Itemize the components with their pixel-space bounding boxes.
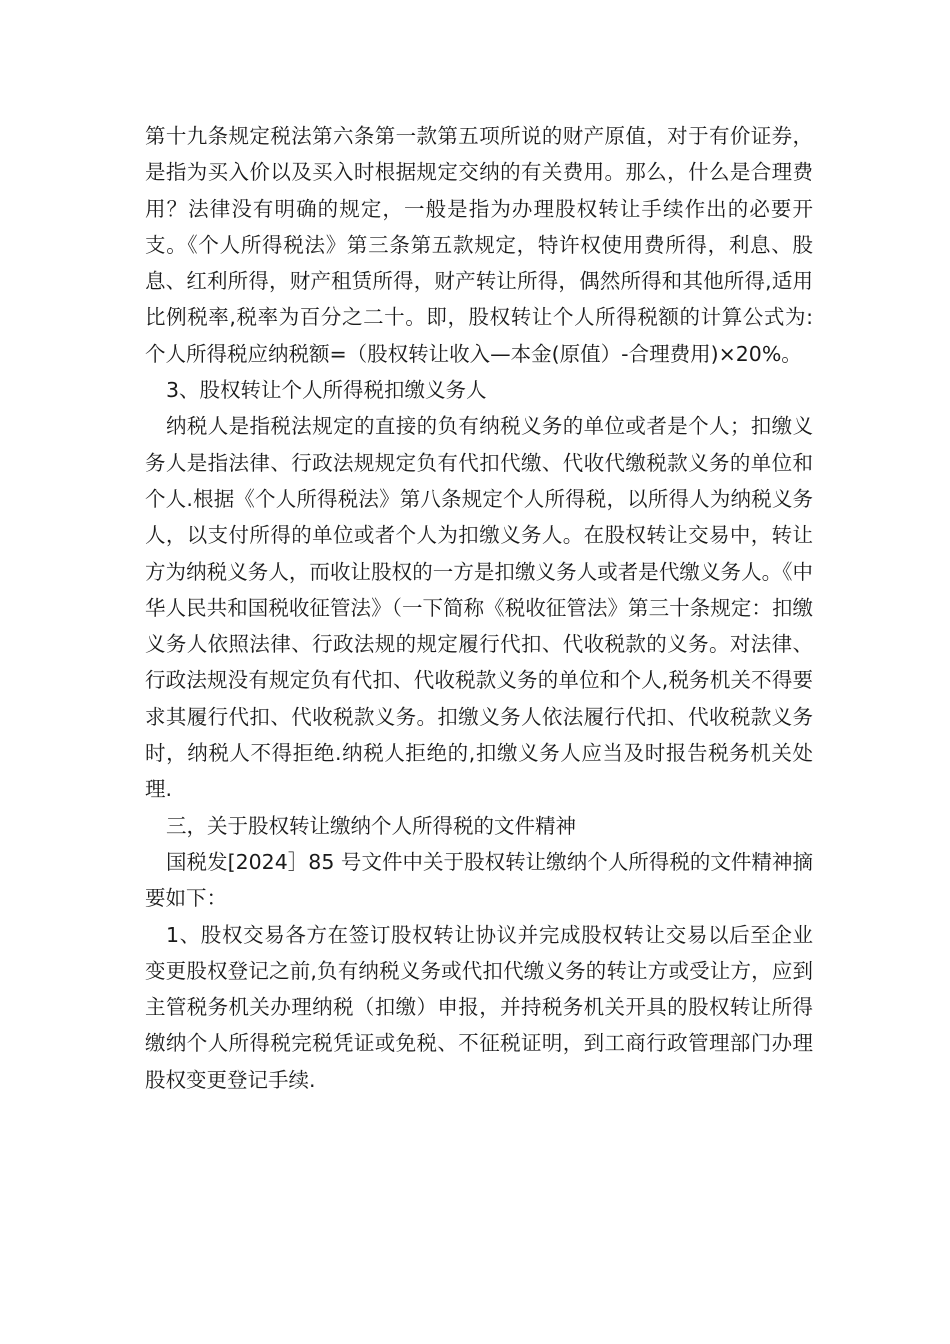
paragraph-cost-definition: 第十九条规定税法第六条第一款第五项所说的财产原值，对于有价证券，是指为买入价以及买入时根据规定交纳的有关费用。那么，什么是合理费用？法律没有明确的规定，一般是指为办理股权转让手续作出的必要开支。《个人所得税法》第三条第五款规定，特许权使用费所得，利息、股息、红利所得，财产租赁所得，财产转让所得，偶然所得和其他所得,适用比例税率,税率为百分之二十。即，股权转让个人所得税额的计算公式为:个人所得税应纳税额=（股权转让收入—本金(原值）-合理费用)×20%。 <box>145 124 813 366</box>
paragraph-withholding-agent: 纳税人是指税法规定的直接的负有纳税义务的单位或者是个人；扣缴义务人是指法律、行政法规规定负有代扣代缴、代收代缴税款义务的单位和个人.根据《个人所得税法》第八条规定个人所得税，以所得人为纳税义务人，以支付所得的单位或者个人为扣缴义务人。在股权转让交易中，转让方为纳税义务人，而收让股权的一方是扣缴义务人或者是代缴义务人。《中华人民共和国税收征管法》（一下简称《税收征管法》第三十条规定：扣缴义务人依照法律、行政法规的规定履行代扣、代收税款的义务。对法律、行政法规没有规定负有代扣、代收税款义务的单位和个人,税务机关不得要求其履行代扣、代收税款义务。扣缴义务人依法履行代扣、代收税款义务时，纳税人不得拒绝.纳税人拒绝的,扣缴义务人应当及时报告税务机关处理. <box>145 414 813 802</box>
paragraph-document-reference: 国税发[2024］85 号文件中关于股权转让缴纳个人所得税的文件精神摘要如下： <box>145 849 813 911</box>
section-heading-document-spirit: 三，关于股权转让缴纳个人所得税的文件精神 <box>166 813 576 838</box>
document-body <box>145 118 813 1098</box>
paragraph-point-one: 1、股权交易各方在签订股权转让协议并完成股权转让交易以后至企业变更股权登记之前,负有纳税义务或代扣代缴义务的转让方或受让方，应到主管税务机关办理纳税（扣缴）申报，并持税务机关开具的股权转让所得缴纳个人所得税完税凭证或免税、不征税证明，到工商行政管理部门办理股权变更登记手续. <box>145 922 813 1092</box>
section-heading-withholding-agent: 3、股权转让个人所得税扣缴义务人 <box>166 378 487 403</box>
